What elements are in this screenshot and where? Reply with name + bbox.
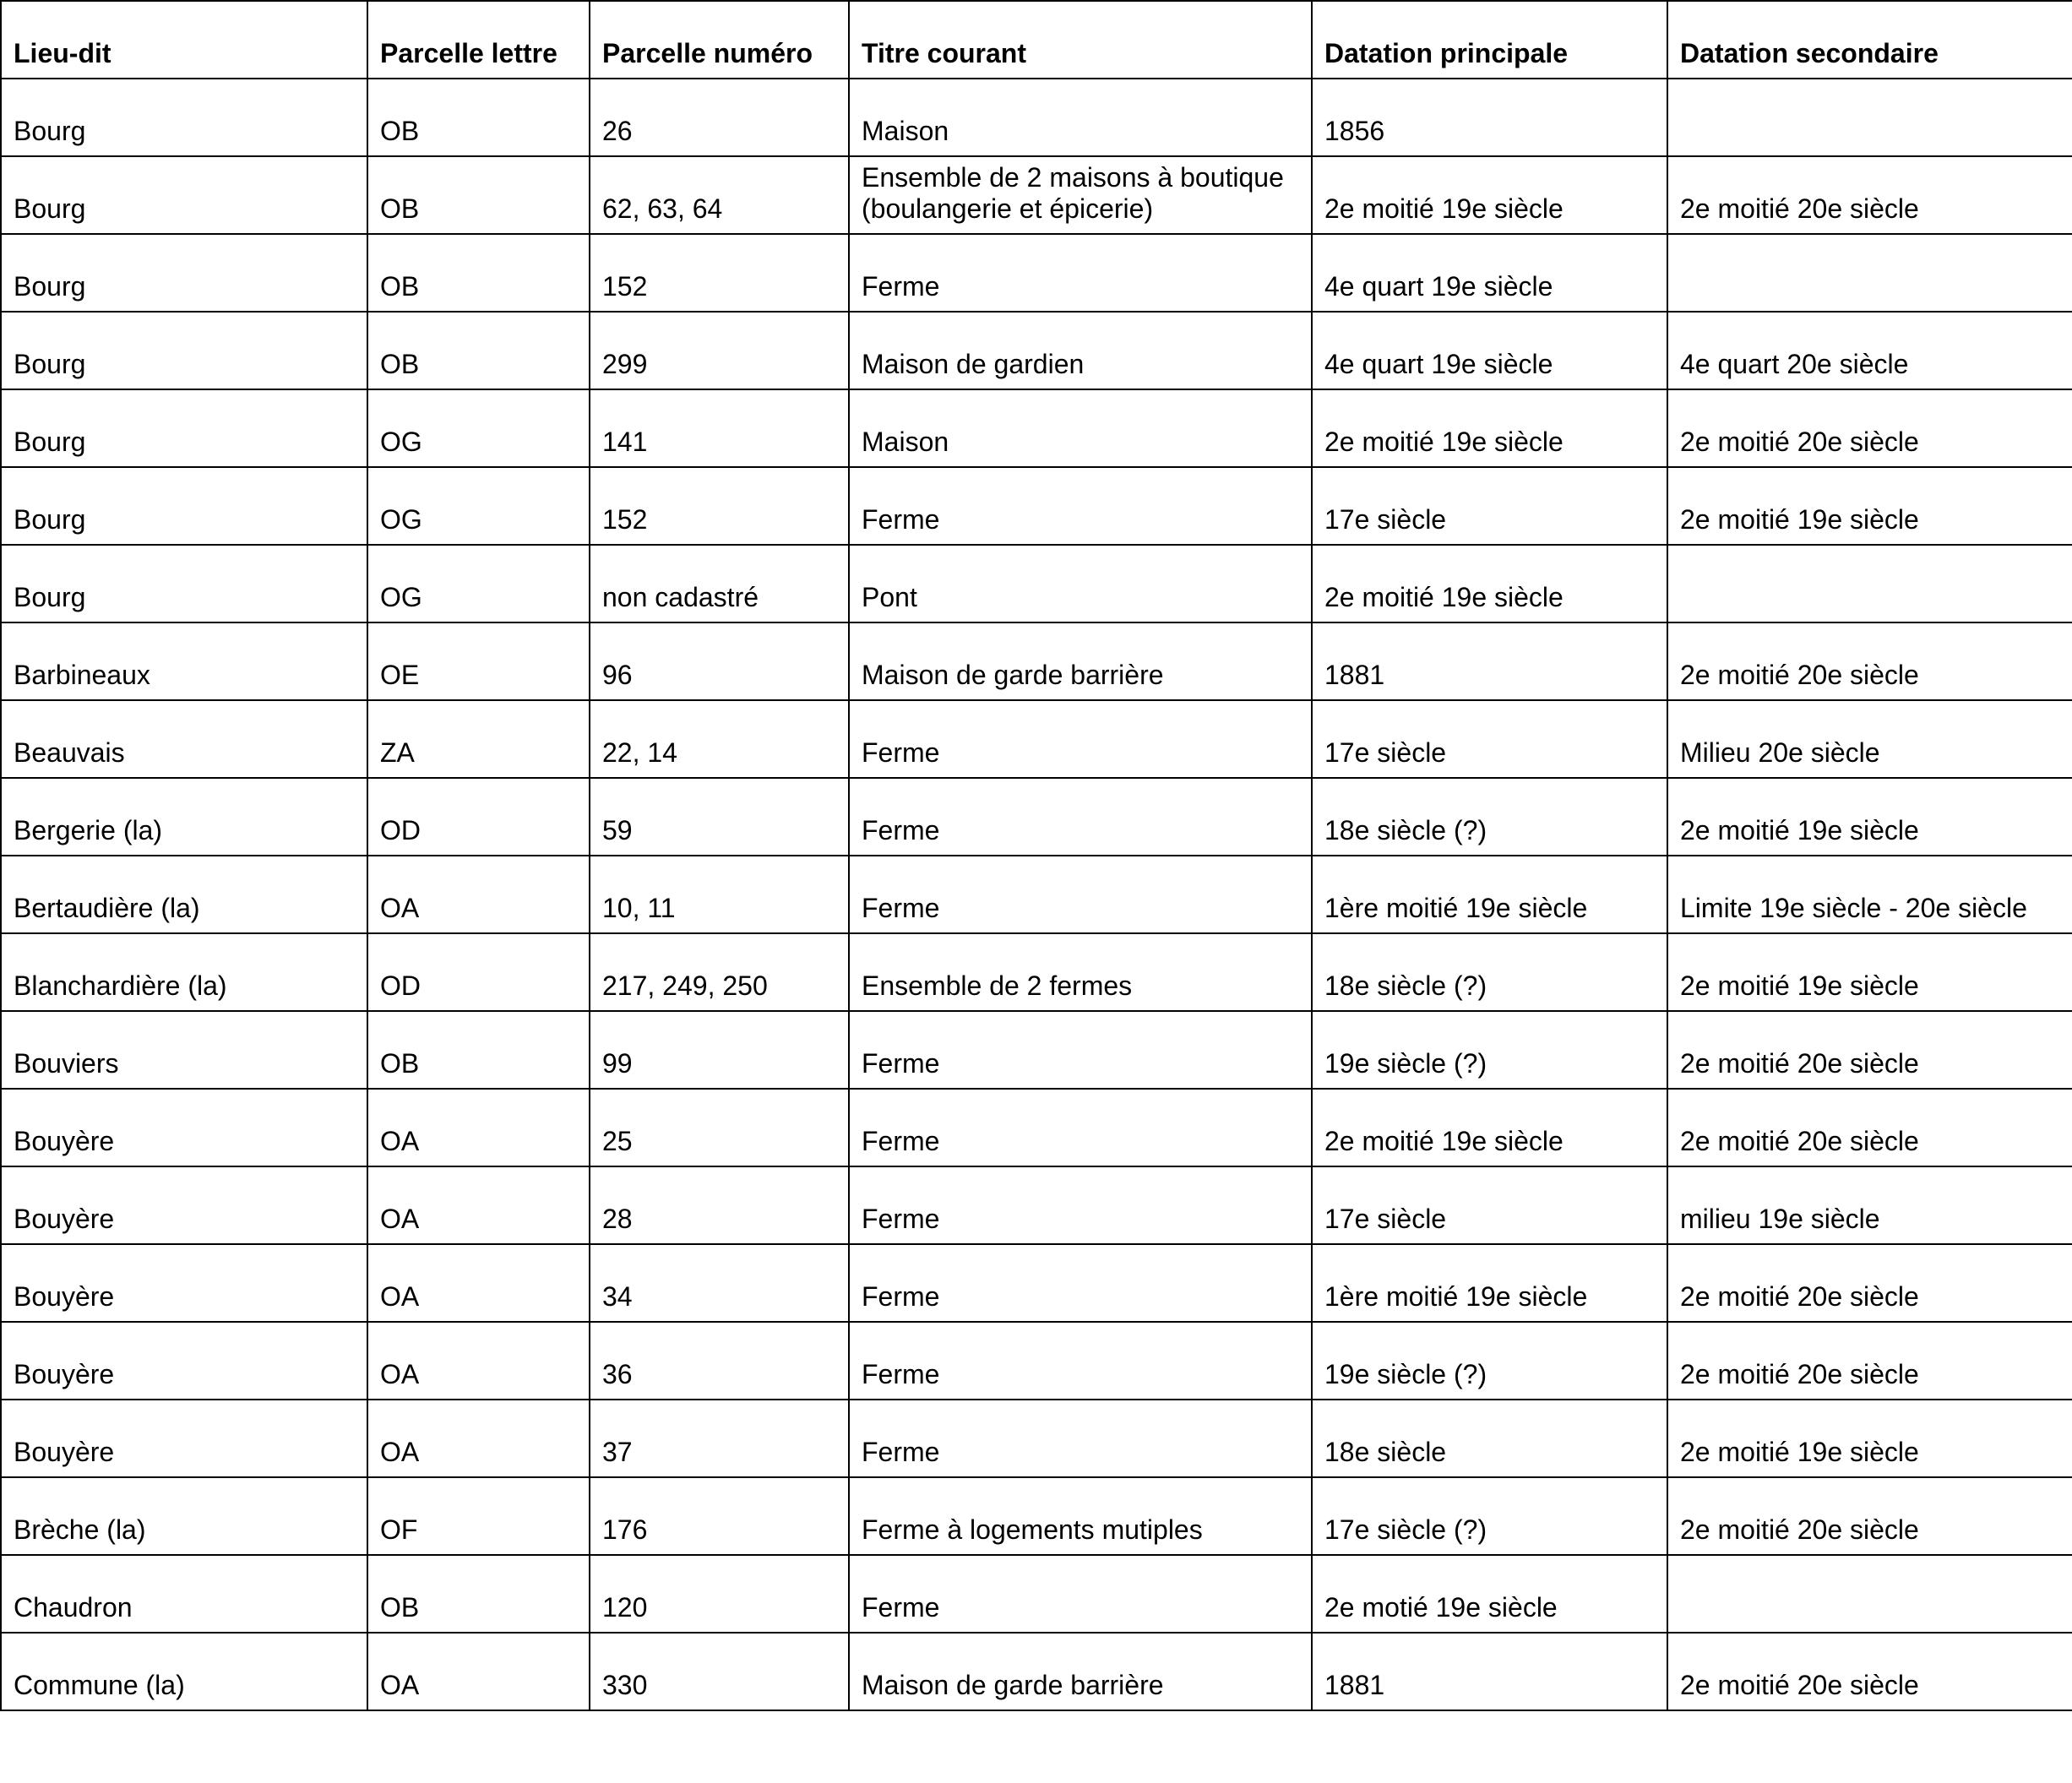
datation-secondaire-cell: 4e quart 20e siècle <box>1667 312 2072 389</box>
parcelle-numero-cell: 59 <box>590 778 849 856</box>
table-row <box>1 1322 2072 1400</box>
lieu-dit-cell: Bourg <box>1 389 367 467</box>
titre-courant-cell: Ferme <box>849 1166 1312 1244</box>
datation-principale-cell: 4e quart 19e siècle <box>1312 312 1667 389</box>
parcelle-lettre-cell: OA <box>367 1089 590 1166</box>
lieu-dit-cell: Bouviers <box>1 1011 367 1089</box>
datation-principale-cell: 19e siècle (?) <box>1312 1011 1667 1089</box>
parcelle-lettre-cell: OA <box>367 1633 590 1710</box>
parcelle-lettre-cell: OG <box>367 389 590 467</box>
parcelle-lettre-cell: OA <box>367 1400 590 1477</box>
titre-courant-cell: Ferme à logements mutiples <box>849 1477 1312 1555</box>
header-parcelle-numero: Parcelle numéro <box>590 1 849 79</box>
parcelle-numero-cell: 120 <box>590 1555 849 1633</box>
titre-courant-cell: Ferme <box>849 467 1312 545</box>
lieu-dit-cell: Barbineaux <box>1 622 367 700</box>
datation-principale-cell: 18e siècle <box>1312 1400 1667 1477</box>
parcelle-numero-cell: 176 <box>590 1477 849 1555</box>
lieu-dit-cell: Bertaudière (la) <box>1 856 367 933</box>
datation-principale-cell: 1881 <box>1312 622 1667 700</box>
lieu-dit-cell: Bourg <box>1 79 367 156</box>
parcelle-numero-cell: 25 <box>590 1089 849 1166</box>
titre-courant-cell: Ferme <box>849 856 1312 933</box>
table-row <box>1 622 2072 700</box>
datation-principale-cell: 1881 <box>1312 1633 1667 1710</box>
parcelle-lettre-cell: OB <box>367 156 590 234</box>
parcelle-lettre-cell: OF <box>367 1477 590 1555</box>
datation-principale-cell: 4e quart 19e siècle <box>1312 234 1667 312</box>
table-row <box>1 700 2072 778</box>
table-row <box>1 545 2072 622</box>
lieu-dit-cell: Bouyère <box>1 1244 367 1322</box>
datation-secondaire-cell: milieu 19e siècle <box>1667 1166 2072 1244</box>
lieu-dit-cell: Chaudron <box>1 1555 367 1633</box>
parcelle-lettre-cell: OA <box>367 1244 590 1322</box>
parcelle-numero-cell: 299 <box>590 312 849 389</box>
parcelle-numero-cell: 36 <box>590 1322 849 1400</box>
parcelle-numero-cell: 141 <box>590 389 849 467</box>
parcelle-lettre-cell: OB <box>367 1011 590 1089</box>
parcelle-lettre-cell: OA <box>367 1166 590 1244</box>
parcelle-numero-cell: 34 <box>590 1244 849 1322</box>
lieu-dit-cell: Commune (la) <box>1 1633 367 1710</box>
parcelle-lettre-cell: OB <box>367 312 590 389</box>
datation-secondaire-cell <box>1667 234 2072 312</box>
datation-secondaire-cell: Milieu 20e siècle <box>1667 700 2072 778</box>
parcelle-lettre-cell: OD <box>367 778 590 856</box>
datation-secondaire-cell: 2e moitié 19e siècle <box>1667 1400 2072 1477</box>
parcelle-numero-cell: 22, 14 <box>590 700 849 778</box>
table-row <box>1 234 2072 312</box>
datation-secondaire-cell: 2e moitié 20e siècle <box>1667 1089 2072 1166</box>
datation-secondaire-cell <box>1667 545 2072 622</box>
table-row <box>1 1400 2072 1477</box>
titre-courant-cell: Maison <box>849 389 1312 467</box>
titre-courant-cell: Maison de garde barrière <box>849 1633 1312 1710</box>
datation-secondaire-cell: 2e moitié 20e siècle <box>1667 1244 2072 1322</box>
parcelle-numero-cell: non cadastré <box>590 545 849 622</box>
titre-courant-cell: Ensemble de 2 fermes <box>849 933 1312 1011</box>
table-row <box>1 1089 2072 1166</box>
datation-principale-cell: 17e siècle <box>1312 700 1667 778</box>
lieu-dit-cell: Brèche (la) <box>1 1477 367 1555</box>
table-row <box>1 1477 2072 1555</box>
datation-principale-cell: 18e siècle (?) <box>1312 778 1667 856</box>
datation-secondaire-cell <box>1667 1555 2072 1633</box>
parcelle-numero-cell: 28 <box>590 1166 849 1244</box>
titre-courant-cell: Ferme <box>849 700 1312 778</box>
lieu-dit-cell: Bourg <box>1 234 367 312</box>
header-datation-principale: Datation principale <box>1312 1 1667 79</box>
parcelle-numero-cell: 152 <box>590 234 849 312</box>
titre-courant-cell: Maison de garde barrière <box>849 622 1312 700</box>
titre-courant-cell: Maison <box>849 79 1312 156</box>
datation-secondaire-cell: 2e moitié 20e siècle <box>1667 389 2072 467</box>
table-row <box>1 778 2072 856</box>
parcelle-numero-cell: 217, 249, 250 <box>590 933 849 1011</box>
datation-principale-cell: 2e moitié 19e siècle <box>1312 389 1667 467</box>
parcelle-lettre-cell: OB <box>367 1555 590 1633</box>
titre-courant-cell: Ferme <box>849 1555 1312 1633</box>
lieu-dit-cell: Blanchardière (la) <box>1 933 367 1011</box>
parcelle-lettre-cell: OB <box>367 79 590 156</box>
datation-principale-cell: 1ère moitié 19e siècle <box>1312 856 1667 933</box>
datation-secondaire-cell: 2e moitié 19e siècle <box>1667 467 2072 545</box>
datation-principale-cell: 1856 <box>1312 79 1667 156</box>
parcelle-lettre-cell: OA <box>367 1322 590 1400</box>
parcelle-numero-cell: 152 <box>590 467 849 545</box>
datation-principale-cell: 17e siècle (?) <box>1312 1477 1667 1555</box>
table-row <box>1 933 2072 1011</box>
titre-courant-cell: Ferme <box>849 1400 1312 1477</box>
datation-secondaire-cell: 2e moitié 19e siècle <box>1667 778 2072 856</box>
table-row <box>1 79 2072 156</box>
parcelle-lettre-cell: OA <box>367 856 590 933</box>
titre-courant-cell: Ferme <box>849 1011 1312 1089</box>
lieu-dit-cell: Bourg <box>1 467 367 545</box>
datation-principale-cell: 2e motié 19e siècle <box>1312 1555 1667 1633</box>
titre-courant-cell: Ferme <box>849 1244 1312 1322</box>
header-row <box>1 1 2072 79</box>
table-row <box>1 312 2072 389</box>
datation-secondaire-cell: 2e moitié 20e siècle <box>1667 1477 2072 1555</box>
parcelle-lettre-cell: OG <box>367 467 590 545</box>
lieu-dit-cell: Bouyère <box>1 1322 367 1400</box>
parcelle-numero-cell: 10, 11 <box>590 856 849 933</box>
datation-secondaire-cell: 2e moitié 20e siècle <box>1667 156 2072 234</box>
datation-secondaire-cell: Limite 19e siècle - 20e siècle <box>1667 856 2072 933</box>
lieu-dit-cell: Bouyère <box>1 1089 367 1166</box>
table-row <box>1 1244 2072 1322</box>
parcelle-numero-cell: 26 <box>590 79 849 156</box>
titre-courant-cell: Ferme <box>849 1322 1312 1400</box>
header-parcelle-lettre: Parcelle lettre <box>367 1 590 79</box>
lieu-dit-cell: Bouyère <box>1 1400 367 1477</box>
parcelle-numero-cell: 330 <box>590 1633 849 1710</box>
parcelle-lettre-cell: OG <box>367 545 590 622</box>
parcelle-lettre-cell: OD <box>367 933 590 1011</box>
lieu-dit-cell: Bourg <box>1 156 367 234</box>
datation-principale-cell: 19e siècle (?) <box>1312 1322 1667 1400</box>
titre-courant-cell: Maison de gardien <box>849 312 1312 389</box>
parcelle-numero-cell: 99 <box>590 1011 849 1089</box>
parcelle-numero-cell: 62, 63, 64 <box>590 156 849 234</box>
datation-secondaire-cell <box>1667 79 2072 156</box>
table-row <box>1 467 2072 545</box>
lieu-dit-cell: Beauvais <box>1 700 367 778</box>
datation-principale-cell: 2e moitié 19e siècle <box>1312 156 1667 234</box>
parcelle-numero-cell: 96 <box>590 622 849 700</box>
datation-principale-cell: 2e moitié 19e siècle <box>1312 1089 1667 1166</box>
datation-principale-cell: 1ère moitié 19e siècle <box>1312 1244 1667 1322</box>
titre-courant-cell: Pont <box>849 545 1312 622</box>
parcelle-lettre-cell: ZA <box>367 700 590 778</box>
table-row <box>1 856 2072 933</box>
datation-secondaire-cell: 2e moitié 20e siècle <box>1667 1322 2072 1400</box>
titre-courant-cell: Ferme <box>849 778 1312 856</box>
titre-courant-cell: Ferme <box>849 1089 1312 1166</box>
table-row <box>1 156 2072 234</box>
header-titre-courant: Titre courant <box>849 1 1312 79</box>
datation-principale-cell: 17e siècle <box>1312 467 1667 545</box>
datation-secondaire-cell: 2e moitié 20e siècle <box>1667 622 2072 700</box>
datation-principale-cell: 18e siècle (?) <box>1312 933 1667 1011</box>
table-row <box>1 1166 2072 1244</box>
parcelle-lettre-cell: OE <box>367 622 590 700</box>
table-row <box>1 1011 2072 1089</box>
parcelle-lettre-cell: OB <box>367 234 590 312</box>
header-lieu-dit: Lieu-dit <box>1 1 367 79</box>
titre-courant-cell: Ferme <box>849 234 1312 312</box>
titre-courant-cell: Ensemble de 2 maisons à boutique (boulangerie et épicerie) <box>849 156 1312 234</box>
lieu-dit-cell: Bourg <box>1 545 367 622</box>
datation-principale-cell: 2e moitié 19e siècle <box>1312 545 1667 622</box>
table-row <box>1 1555 2072 1633</box>
parcelle-numero-cell: 37 <box>590 1400 849 1477</box>
table-row <box>1 389 2072 467</box>
table-row <box>1 1633 2072 1710</box>
datation-secondaire-cell: 2e moitié 20e siècle <box>1667 1011 2072 1089</box>
datation-principale-cell: 17e siècle <box>1312 1166 1667 1244</box>
header-datation-secondaire: Datation secondaire <box>1667 1 2072 79</box>
lieu-dit-cell: Bourg <box>1 312 367 389</box>
datation-secondaire-cell: 2e moitié 20e siècle <box>1667 1633 2072 1710</box>
lieu-dit-cell: Bouyère <box>1 1166 367 1244</box>
table-body <box>1 79 2072 1710</box>
lieu-dit-cell: Bergerie (la) <box>1 778 367 856</box>
datation-secondaire-cell: 2e moitié 19e siècle <box>1667 933 2072 1011</box>
